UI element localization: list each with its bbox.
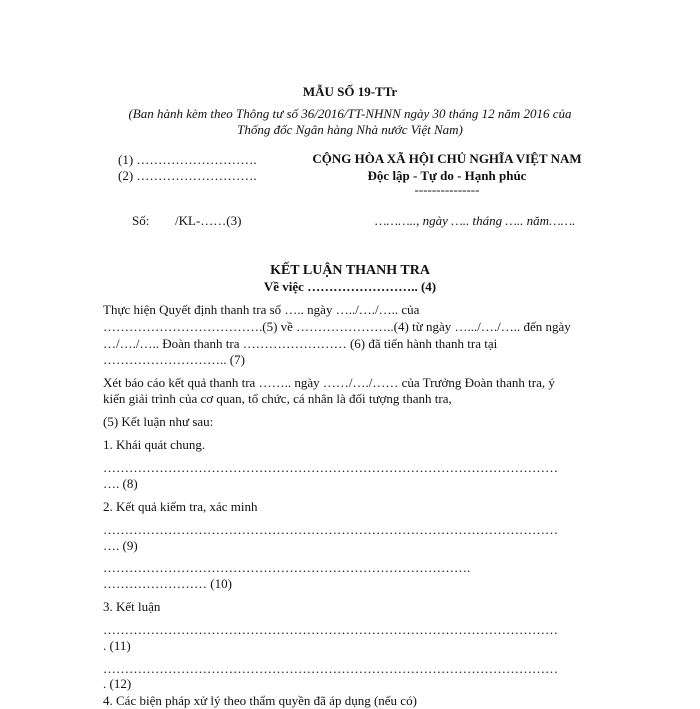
paragraph-1-line-3: …/…./….. Đoàn thanh tra …………………… (6) đã tiến hành thanh tra tại — [103, 336, 498, 351]
country-name: CỘNG HÒA XÃ HỘI CHỦ NGHĨA VIỆT NAM — [312, 151, 582, 166]
subtitle-line-1: (Ban hành kèm theo Thông tư số 36/2016/TT-NHNN ngày 30 tháng 12 năm 2016 của — [128, 106, 572, 121]
document-number-label: Số: — [132, 213, 150, 228]
agency-line-2: (2) ………………………. — [118, 168, 257, 183]
section-3-title: 3. Kết luận — [103, 599, 161, 614]
section-1-note: …. (8) — [103, 476, 138, 491]
section-2-dots-1: …………………………………………………………………………………………… — [103, 522, 558, 537]
section-3-dots-2: …………………………………………………………………………………………… — [103, 661, 558, 676]
section-1-title: 1. Khái quát chung. — [103, 437, 206, 452]
section-2-note-2: …………………… (10) — [103, 576, 232, 591]
section-2-dots-2: …………………………………………………………………………. — [103, 560, 471, 575]
section-3-note-2: . (12) — [103, 676, 132, 691]
document-number: /KL-……(3) — [175, 213, 242, 228]
section-4-title: 4. Các biện pháp xử lý theo thẩm quyền đã áp dụng (nếu có) — [103, 693, 417, 708]
form-title: MẪU SỐ 19-TTr — [302, 84, 398, 99]
section-3-note-1: . (11) — [103, 638, 131, 653]
date-line: ……….., ngày ….. tháng ….. năm……. — [375, 213, 576, 228]
section-3-dots-1: …………………………………………………………………………………………… — [103, 622, 558, 637]
section-1-dots: …………………………………………………………………………………………… — [103, 460, 558, 475]
paragraph-2-line-2: kiến giải trình của cơ quan, tổ chức, cá nhân là đối tượng thanh tra, — [103, 391, 452, 406]
paragraph-1-line-4: ……………………….. (7) — [103, 352, 245, 367]
section-2-title: 2. Kết quả kiểm tra, xác minh — [103, 499, 258, 514]
national-motto: Độc lập - Tự do - Hạnh phúc — [367, 168, 527, 183]
paragraph-1-line-1: Thực hiện Quyết định thanh tra số ….. ngày …../…./….. của — [103, 302, 420, 317]
paragraph-3: (5) Kết luận như sau: — [103, 414, 214, 429]
paragraph-1-line-2: ……………………………….(5) về …………………..(4) từ ngày ….../…./….. đến ngày — [103, 319, 571, 334]
document-subject: Về việc …………………….. (4) — [263, 279, 437, 294]
subtitle-line-2: Thống đốc Ngân hàng Nhà nước Việt Nam) — [237, 122, 463, 137]
motto-divider: --------------- — [414, 182, 480, 197]
paragraph-2-line-1: Xét báo cáo kết quả thanh tra …….. ngày ……/…./…… của Trưởng Đoàn thanh tra, ý — [103, 375, 555, 390]
document-title: KẾT LUẬN THANH TRA — [270, 263, 430, 278]
agency-line-1: (1) ………………………. — [118, 152, 257, 167]
section-2-note-1: …. (9) — [103, 538, 138, 553]
